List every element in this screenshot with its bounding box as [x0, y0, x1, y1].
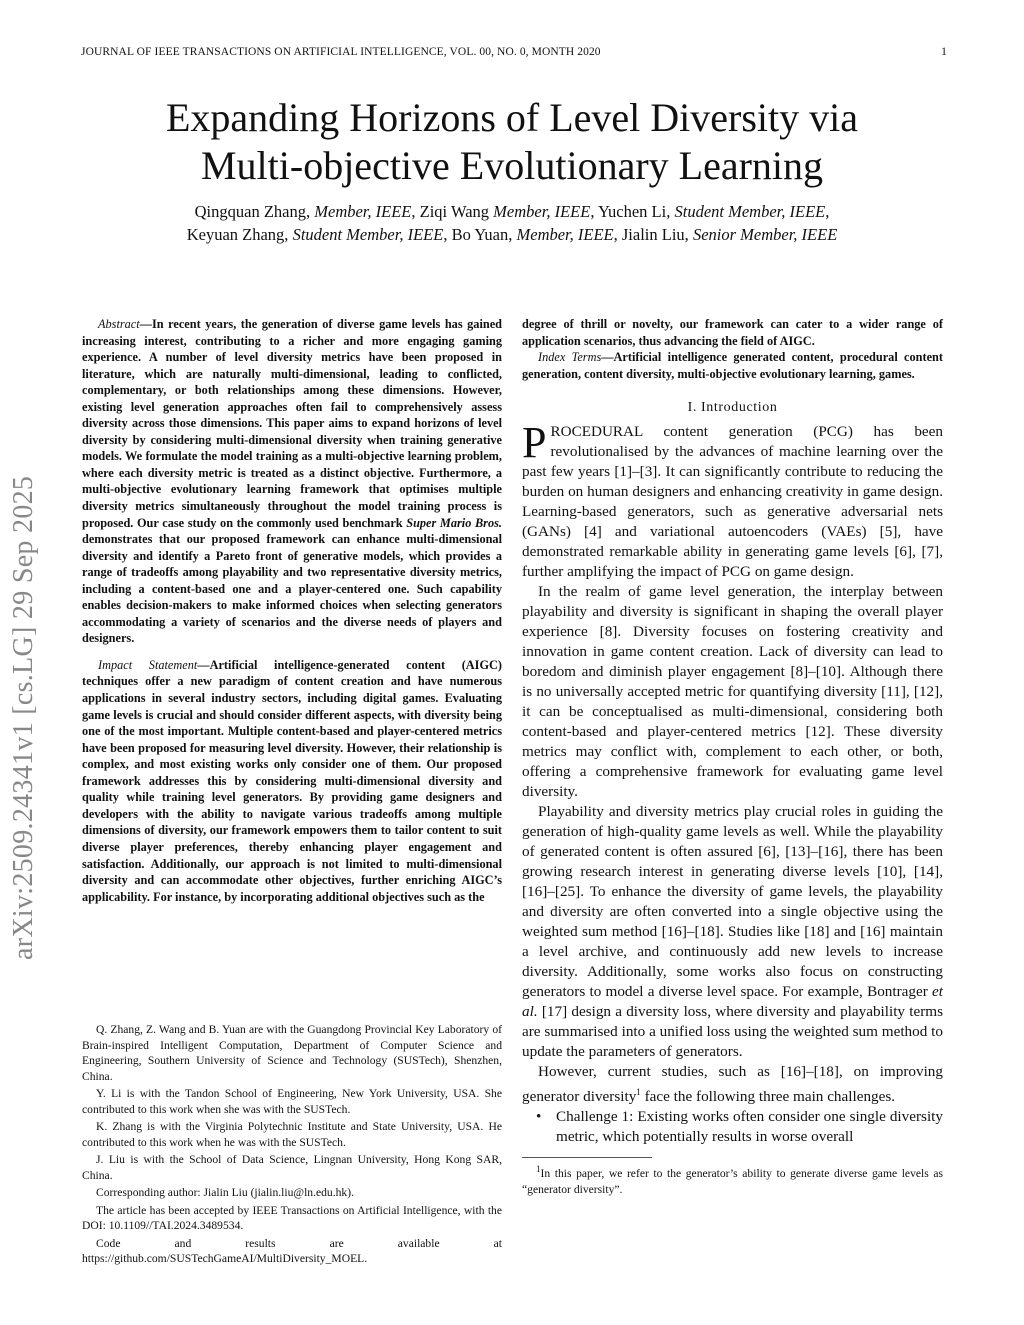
bullet-icon: •	[536, 1108, 542, 1126]
author-name: Keyuan Zhang,	[186, 225, 293, 244]
title-line-1: Expanding Horizons of Level Diversity via	[165, 95, 859, 140]
index-terms-label: Index Terms	[538, 350, 602, 365]
affiliation-footnotes	[82, 1022, 502, 1269]
section-heading-introduction: I. Introduction	[687, 400, 778, 416]
intro-paragraph-4-text: However, current studies, such as [16]–[18], on improving generator diversity	[522, 1063, 943, 1106]
left-column	[82, 316, 502, 905]
challenge-1-text: Challenge 1: Existing works often consider one single diversity metric, which potentially results in worse overall	[556, 1108, 943, 1146]
challenge-list-item	[536, 1107, 943, 1147]
footnote-text: In this paper, we refer to the generator’s ability to generate diverse game levels as “generator diversity”.	[522, 1167, 943, 1196]
drop-cap: P	[522, 418, 547, 468]
right-column	[522, 316, 943, 1197]
impact-label: Impact Statement	[98, 657, 198, 672]
author-role: Member, IEEE	[516, 225, 614, 244]
intro-paragraph-1	[522, 418, 943, 582]
intro-paragraph-3-text: Playability and diversity metrics play crucial roles in guiding the generation of high-quality game levels as well. While the playability of generated content is often assured [6], [13]–[16], there has been growing research interest in generating diverse levels [10], [14], [16]–[25]. To enhance the diversity of game levels, the playability and diversity are often converted into a single objective using the weighted sum method [16]–[18]. Studies like [18] and [16] maintain a level archive, and continuously add new levels to increase diversity. Additionally, some works also focus on constructing generators to model a diverse level space. For example, Bontrager	[522, 803, 943, 1001]
footnote-divider	[522, 1157, 652, 1158]
author-name: Qingquan Zhang,	[194, 202, 315, 221]
author-separator: ,	[825, 202, 830, 221]
author-list	[60, 200, 964, 246]
intro-paragraph-4	[522, 1062, 943, 1107]
footnote-marker: 1	[636, 1087, 641, 1098]
affiliation-note: K. Zhang is with the Virginia Polytechnic Institute and State University, USA. He contributed to this work when he was with the SUSTech.	[82, 1120, 502, 1149]
abstract-game-name: Super Mario Bros.	[406, 515, 502, 530]
abstract	[82, 316, 502, 647]
intro-paragraph-4-text-continued: face the following three main challenges.	[640, 1088, 896, 1106]
intro-paragraph-2: In the realm of game level generation, the interplay between playability and diversity is significant in shaping the overall player experience [8]. Diversity focuses on fostering creativity and innovation in game content creation. Lack of diversity can lead to boredom and diminish player engagement [8]–[10]. Although there is no universally accepted metric for quantifying diversity [11], [12], it can be conceptualised as multi-dimensional, considering both content-based and player-centered metrics [12]. These diversity metrics may conflict with, complement to each other, or both, offering a comprehensive framework for evaluating game level diversity.	[522, 583, 943, 801]
author-name: , Jialin Liu,	[613, 225, 693, 244]
author-name: , Ziqi Wang	[411, 202, 494, 221]
abstract-text: —In recent years, the generation of diverse game levels has gained increasing interest, contributing to a richer and more engaging gaming experience. A number of level diversity metrics have been proposed in literature, which are naturally multi-dimensional, leading to conflicted, complementary, or both relationships among these dimensions. However, existing level generation approaches often fail to comprehensively assess diversity across those dimensions. This paper aims to expand horizons of level diversity by considering multi-dimensional diversity when training generative models. We formulate the model training as a multi-objective learning problem, where each diversity metric is treated as a distinct objective. Furthermore, a multi-objective evolutionary learning framework that optimises multiple diversity metrics simultaneously throughout the model training process is proposed. Our case study on the commonly used benchmark	[82, 317, 502, 530]
author-role: Member, IEEE	[493, 202, 591, 221]
code-availability-note: Code and results are available at https://github.com/SUSTechGameAI/MultiDiversity_MOEL.	[82, 1236, 502, 1265]
abstract-label: Abstract	[98, 317, 140, 331]
page-number: 1	[941, 46, 947, 58]
abstract-text-continued: demonstrates that our proposed framework can enhance multi-dimensional diversity and identify a Pareto front of generative models, which provides a range of tradeoffs among playability and two representative diversity metrics, including a content-based one and a player-centered one. Such capability enables decision-makers to make informed choices when selecting generators accommodating a variety of scenarios and the diverse needs of players and designers.	[82, 532, 502, 646]
author-role: Student Member, IEEE	[674, 202, 826, 221]
impact-statement-continued: degree of thrill or novelty, our framework can cater to a wider range of application scenarios, thus advancing the field of AIGC.	[522, 317, 943, 348]
journal-name: JOURNAL OF IEEE TRANSACTIONS ON ARTIFICIAL INTELLIGENCE, VOL. 00, NO. 0, MONTH 2020	[81, 46, 601, 58]
corresponding-author: Corresponding author: Jialin Liu (jialin.liu@ln.edu.hk).	[96, 1186, 354, 1199]
intro-paragraph-3	[522, 802, 943, 1062]
affiliation-note: Y. Li is with the Tandon School of Engineering, New York University, USA. She contributed to this work when she was with the SUSTech.	[82, 1087, 502, 1116]
acceptance-note: The article has been accepted by IEEE Transactions on Artificial Intelligence, with the DOI: 10.1109//TAI.2024.3489534.	[82, 1203, 502, 1232]
index-terms-text: —Artificial intelligence generated content, procedural content generation, content diversity, multi-objective evolutionary learning, games.	[522, 350, 943, 381]
author-role: Member, IEEE	[314, 202, 412, 221]
title-line-2: Multi-objective Evolutionary Learning	[200, 143, 824, 188]
footnote	[522, 1162, 943, 1197]
intro-paragraph-1-text: ROCEDURAL content generation (PCG) has been revolutionalised by the advances of machine learning over the past few years [1]–[3]. It can significantly contribute to reducing the burden on human designers and enhancing creativity in game design. Learning-based generators, such as generative adversarial nets (GANs) [4] and variational autoencoders (VAEs) [5], have demonstrated remarkable ability in generating game levels [6], [7], further amplifying the impact of PCG on game design.	[522, 423, 943, 581]
affiliation-note: J. Liu is with the School of Data Science, Lingnan University, Hong Kong SAR, China.	[82, 1153, 502, 1182]
et-al: et al.	[522, 983, 943, 1021]
author-role: Senior Member, IEEE	[692, 225, 838, 244]
footnote-mark: 1	[536, 1164, 541, 1175]
arxiv-stamp: arXiv:2509.24341v1 [cs.LG] 29 Sep 2025	[8, 475, 39, 960]
affiliation-note: Q. Zhang, Z. Wang and B. Yuan are with the Guangdong Provincial Key Laboratory of Brain-inspired Intelligent Computation, Department of Computer Science and Engineering, Southern University of Science and Technology (SUSTech), Shenzhen, China.	[82, 1023, 502, 1083]
author-name: , Bo Yuan,	[443, 225, 517, 244]
intro-paragraph-3-text-continued: [17] design a diversity loss, where diversity and playability terms are summarised into a unified loss using the weighted sum method to update the parameters of generators.	[522, 1003, 943, 1061]
index-terms	[522, 349, 943, 382]
paper-title	[60, 94, 964, 190]
running-header	[81, 46, 947, 58]
author-role: Student Member, IEEE	[292, 225, 444, 244]
author-name: , Yuchen Li,	[590, 202, 675, 221]
impact-statement	[82, 657, 502, 905]
impact-text: —Artificial intelligence-generated content (AIGC) techniques offer a new paradigm of content creation and have numerous applications in several industry sectors, including digital games. Evaluating game levels is crucial and should consider different aspects, with diversity being one of the most important. Multiple content-based and player-centered metrics have been proposed for measuring level diversity. However, their relationship is complex, and most existing works only consider one of them. Our proposed framework addresses this by considering multi-dimensional diversity and quality while training level generators. By providing game designers and developers with the ability to navigate various tradeoffs among multiple dimensions of diversity, our framework empowers them to tailor content to suit diverse player preferences, thereby enhancing player engagement and satisfaction. Additionally, our approach is not limited to multi-dimensional diversity and can accommodate other objectives, further enriching AIGC’s applicability. For instance, by incorporating additional objectives such as the	[82, 657, 502, 904]
